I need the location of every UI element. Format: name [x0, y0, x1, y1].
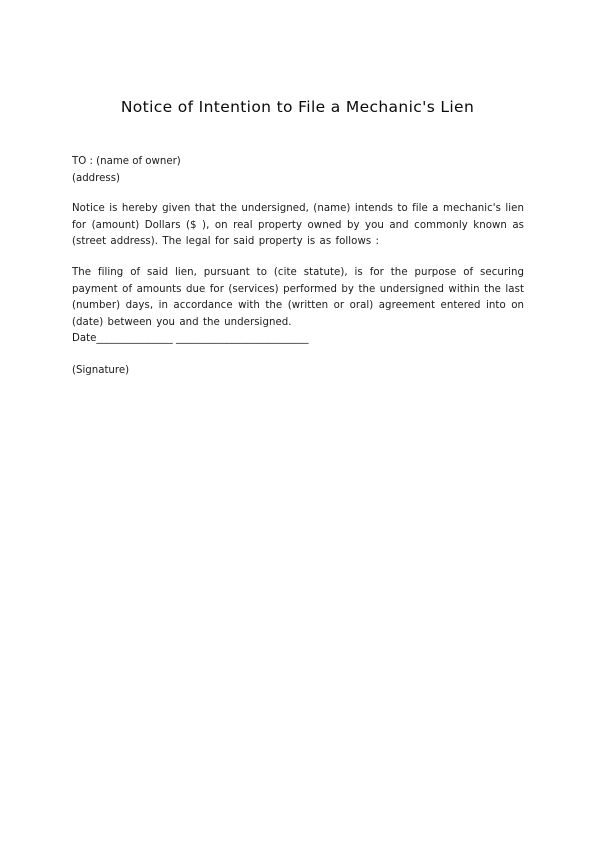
lien-purpose-paragraph: The filing of said lien, pursuant to (cite statute), is for the purpose of securing payment of amounts due for (services) performed by the undersigned within the last (number) days, in accordance with the (written or oral) agreement entered into on (date) between you and the undersigned.	[72, 267, 524, 328]
recipient-line: TO : (name of owner)	[72, 156, 181, 167]
address-line: (address)	[72, 173, 120, 184]
date-line: Date_______________ __________________________	[72, 333, 309, 344]
signature-line: (Signature)	[72, 365, 130, 376]
notice-paragraph: Notice is hereby given that the undersigned, (name) intends to file a mechanic's lien for (amount) Dollars ($ ), on real property owned by you and commonly known as (street address). The legal for said property is as follows :	[72, 203, 524, 247]
document-title: Notice of Intention to File a Mechanic's Lien	[120, 98, 475, 116]
